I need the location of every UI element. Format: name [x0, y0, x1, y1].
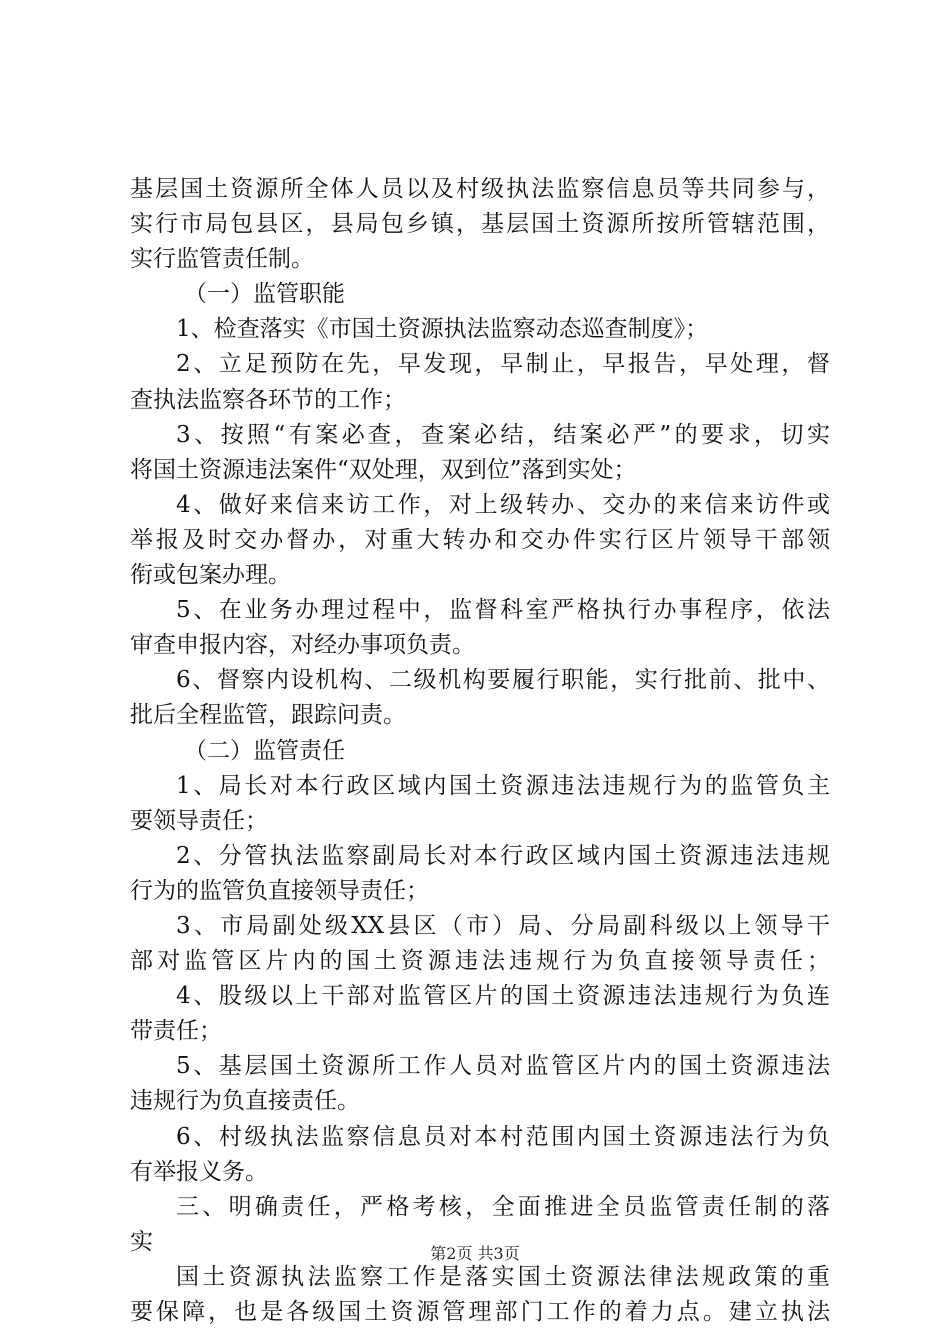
document-body [130, 172, 830, 1330]
text-line: 基层国土资源所全体人员以及村级执法监察信息员等共同参与， [130, 176, 830, 202]
text-line: 4、股级以上干部对监管区片的国土资源违法违规行为负连 [176, 983, 830, 1010]
text-line: 审查申报内容，对经办事项负责。 [130, 632, 475, 659]
text-line: 查执法监察各环节的工作； [130, 386, 406, 413]
text-line: 5、基层国土资源所工作人员对监管区片内的国土资源违法 [176, 1053, 830, 1080]
text-line: 4、做好来信来访工作，对上级转办、交办的来信来访件或 [176, 491, 830, 518]
text-line: 6、村级执法监察信息员对本村范围内国土资源违法行为负 [176, 1123, 830, 1150]
text-line: 行为的监管负直接领导责任； [130, 877, 429, 904]
text-line: 批后全程监管，跟踪问责。 [130, 702, 406, 729]
text-line: 将国土资源违法案件“双处理，双到位”落到实处； [130, 456, 637, 483]
text-line: 举报及时交办督办，对重大转办和交办件实行区片领导干部领 [130, 526, 830, 553]
text-line: 6、督察内设机构、二级机构要履行职能，实行批前、批中、 [176, 667, 830, 694]
text-line: 1、局长对本行政区域内国土资源违法违规行为的监管负主 [176, 772, 830, 799]
text-line: 带责任； [130, 1018, 222, 1045]
text-line: 实行市局包县区，县局包乡镇，基层国土资源所按所管辖范围， [130, 211, 830, 238]
text-line: 5、在业务办理过程中，监督科室严格执行办事程序，依法 [176, 597, 830, 624]
text-line: 要领导责任； [130, 807, 268, 834]
text-line: （一）监管职能 [184, 281, 345, 308]
text-line: 3、市局副处级XX县区（市）局、分局副科级以上领导干 [176, 912, 830, 939]
text-line: 国土资源执法监察工作是落实国土资源法律法规政策的重 [176, 1263, 830, 1290]
text-line: 三、明确责任，严格考核，全面推进全员监管责任制的落 [176, 1193, 830, 1220]
text-line: 实行监管责任制。 [130, 246, 314, 273]
text-line: 要保障，也是各级国土资源管理部门工作的着力点。建立执法 [130, 1299, 830, 1325]
text-line: 3、按照“有案必查，查案必结，结案必严”的要求，切实 [176, 421, 830, 448]
text-line: （二）监管责任 [184, 737, 345, 764]
text-line: 2、分管执法监察副局长对本行政区域内国土资源违法违规 [176, 842, 830, 869]
page-footer: 第2页 共3页 [430, 1244, 520, 1263]
text-line: 1、检查落实《市国土资源执法监察动态巡查制度》； [176, 316, 709, 343]
text-line: 有举报义务。 [130, 1158, 268, 1185]
text-line: 衔或包案办理。 [130, 562, 291, 589]
text-line: 违规行为负直接责任。 [130, 1088, 360, 1115]
text-line: 2、立足预防在先，早发现，早制止，早报告，早处理，督 [176, 351, 830, 378]
text-line: 实 [130, 1228, 153, 1255]
text-line: 部对监管区片内的国土资源违法违规行为负直接领导责任； [130, 948, 830, 975]
